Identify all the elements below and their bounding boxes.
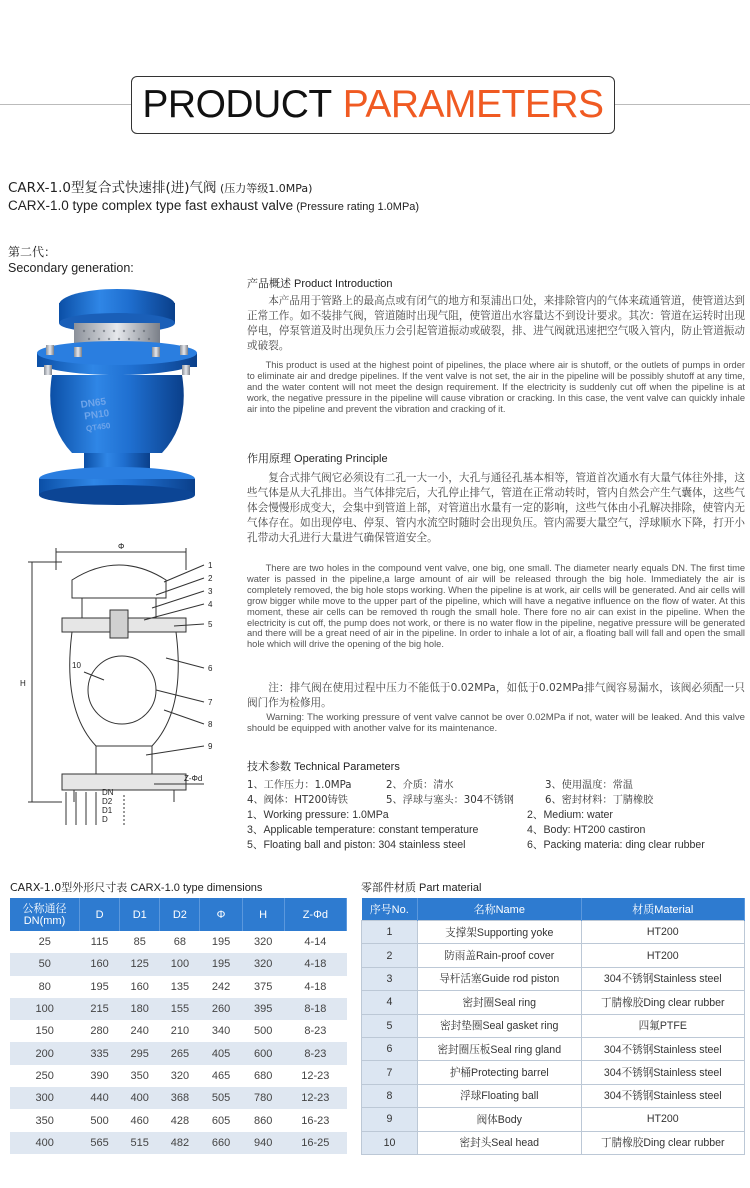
callout-5: 5 — [208, 620, 213, 629]
principle-heading-en: Operating Principle — [291, 453, 388, 465]
valve-product-image — [14, 283, 224, 523]
parts-cell: 6 — [362, 1037, 418, 1060]
parts-title-cn: 零部件材质 — [361, 881, 416, 894]
dimensions-header-cell: D — [79, 898, 119, 931]
tech-param-cn-1: 1、工作压力：1.0MPa — [247, 780, 352, 791]
dimensions-cell: 482 — [160, 1132, 200, 1154]
dimensions-cell: 405 — [200, 1042, 242, 1064]
parts-cell: HT200 — [581, 1108, 744, 1131]
title-word-parameters: PARAMETERS — [342, 83, 604, 126]
parts-row — [362, 967, 745, 990]
parts-cell: 9 — [362, 1108, 418, 1131]
parts-row — [362, 1084, 745, 1107]
dimensions-cell: 195 — [200, 953, 242, 975]
callout-10: 10 — [72, 661, 81, 670]
parts-cell: 3 — [362, 967, 418, 990]
dimensions-cell: 12-23 — [284, 1087, 346, 1109]
dimensions-header-cell: 公称通径 DN(mm) — [10, 898, 79, 931]
dimensions-cell: 85 — [120, 931, 160, 953]
dimensions-cell: 195 — [200, 931, 242, 953]
callout-7: 7 — [208, 698, 213, 707]
dimensions-cell: 860 — [242, 1109, 284, 1131]
dimensions-cell: 240 — [120, 1020, 160, 1042]
dimensions-cell: 4-18 — [284, 953, 346, 975]
dimensions-cell: 395 — [242, 998, 284, 1020]
dimensions-cell: 320 — [160, 1065, 200, 1087]
dimensions-table-body — [10, 931, 347, 1154]
dimensions-cell: 505 — [200, 1087, 242, 1109]
header-line-left — [0, 104, 131, 105]
parts-cell: 5 — [362, 1014, 418, 1037]
tech-param-cn-2: 2、介质：清水 — [386, 780, 454, 791]
dimensions-row — [10, 953, 347, 975]
principle-text-en: There are two holes in the compound vent valve, one big, one small. The diameter nearly equals DN. The first time water is passed in the pipeline,a large amount of air will be released through the big hole. Immediately the air is completely removed, the big hole stops working. When the pipeline is at work, air cells will be generated. And air cells will grow bigger while move to the upper part of the pipeline, which will have a negative influence on the flow of water. At this moment, these air cells can be removed th rough the small hole. There fore no air can exist in the pipeline. When the electricity is cut off, the pump does not work, or there is no water flow in the pipeline, negative pressure will be generated and there will be a great need of air in the pipeline. In order to inhale a lot of air, a floating ball will fall and open the small hole which will drive the opening of the big hole. — [247, 563, 745, 650]
tech-param-cn-3: 3、使用温度：常温 — [545, 780, 633, 791]
product-title-cn-note: (压力等级1.0MPa) — [216, 182, 313, 195]
tech-param-cn-6: 6、密封材料：丁腈橡胶 — [545, 795, 654, 806]
dimensions-row — [10, 1087, 347, 1109]
callout-3: 3 — [208, 587, 213, 596]
parts-cell: 防雨盖Rain-proof cover — [418, 944, 582, 967]
dimensions-row — [10, 998, 347, 1020]
callout-1: 1 — [208, 561, 213, 570]
dimensions-title-en: CARX-1.0 type dimensions — [127, 882, 263, 894]
valve-mark-material: QT450 — [85, 421, 111, 434]
callout-6: 6 — [208, 664, 213, 673]
parts-cell: 密封垫圈Seal gasket ring — [418, 1014, 582, 1037]
parts-cell: 阀体Body — [418, 1108, 582, 1131]
parts-cell: 护桶Protecting barrel — [418, 1061, 582, 1084]
dimensions-cell: 600 — [242, 1042, 284, 1064]
dimensions-cell: 25 — [10, 931, 79, 953]
tech-param-en-4: 4、Body: HT200 castiron — [527, 824, 646, 836]
dimensions-cell: 160 — [79, 953, 119, 975]
tech-heading-en: Technical Parameters — [291, 761, 400, 773]
dimensions-cell: 80 — [10, 976, 79, 998]
dimensions-cell: 500 — [242, 1020, 284, 1042]
dimensions-row — [10, 1020, 347, 1042]
parts-table-header — [362, 898, 745, 921]
parts-row — [362, 991, 745, 1014]
product-title-en-text: CARX-1.0 type complex type fast exhaust valve — [8, 198, 294, 213]
page-title — [142, 83, 603, 127]
dimensions-cell: 8-23 — [284, 1042, 346, 1064]
dimensions-cell: 515 — [120, 1132, 160, 1154]
parts-row — [362, 1108, 745, 1131]
valve-section-drawing — [14, 540, 234, 830]
parts-cell: 浮球Floating ball — [418, 1084, 582, 1107]
dimensions-cell: 250 — [10, 1065, 79, 1087]
dim-label-phi: Φ — [118, 542, 125, 551]
callout-9: 9 — [208, 742, 213, 751]
dimensions-cell: 605 — [200, 1109, 242, 1131]
intro-heading-en: Product Introduction — [291, 278, 393, 290]
intro-text-cn: 本产品用于管路上的最高点或有闭气的地方和泵浦出口处，来排除管内的气体来疏通管道，使管道达到正常工作。如不装排气阀，管道随时出现气阻，使管道出水容量达不到设计要求。其次：管道在运转时出现停电，停泵管道及时出现负压力会引起管道振动或破裂，排、进气阀就迅速把空气吸入管内，防止管道振动或破裂。 — [247, 295, 745, 352]
dimensions-cell: 115 — [79, 931, 119, 953]
dimensions-cell: 195 — [79, 976, 119, 998]
warning-text-en: Warning: The working pressure of vent valve cannot be over 0.02MPa if not, water will be leaked. And this valve should be equipped with another valve for its maintenance. — [247, 712, 745, 734]
dimensions-header-cell: D1 — [120, 898, 160, 931]
parts-cell: 1 — [362, 921, 418, 944]
parts-cell: 304不锈钢Stainless steel — [581, 1061, 744, 1084]
dimensions-cell: 68 — [160, 931, 200, 953]
principle-text-cn: 复合式排气阀它必须设有二孔一大一小，大孔与通径孔基本相等，管道首次通水有大量气体往外排，这些气体是从大孔排出。当气体排完后，大孔停止排气，管道在正常动转时，管内自然会产生气囊体，这些气体会慢慢形成变大，会集中到管道上部，对管道出水量有一定的影响，这些气体由小孔解决排除，使管内无气体存在。如出现停电、停泵、管内水流空时随时会出现负压。管内需要大量空气，浮球顺水下降，打开小孔带动大孔进行大量进气确保管道安全。 — [247, 472, 745, 544]
dimensions-row — [10, 1132, 347, 1154]
intro-heading — [247, 275, 393, 291]
tech-param-cn-5: 5、浮球与塞头：304不锈钢 — [386, 795, 514, 806]
dimensions-header-cell: Z-Φd — [284, 898, 346, 931]
dimensions-cell: 320 — [242, 931, 284, 953]
parts-cell: 304不锈钢Stainless steel — [581, 1037, 744, 1060]
dimensions-table — [10, 898, 347, 1154]
parts-cell: 7 — [362, 1061, 418, 1084]
dim-label-d: D — [102, 815, 108, 824]
dimensions-cell: 180 — [120, 998, 160, 1020]
parts-cell: 10 — [362, 1131, 418, 1154]
parts-header-cell: 序号No. — [362, 898, 418, 921]
dimensions-title-cn: CARX-1.0型外形尺寸表 — [10, 881, 128, 894]
dimensions-cell: 660 — [200, 1132, 242, 1154]
dimensions-title — [10, 879, 262, 895]
dimensions-cell: 200 — [10, 1042, 79, 1064]
dimensions-cell: 4-14 — [284, 931, 346, 953]
dimensions-cell: 428 — [160, 1109, 200, 1131]
tech-param-en-2: 2、Medium: water — [527, 809, 613, 821]
tech-param-cn-4: 4、阀体：HT200铸铁 — [247, 795, 348, 806]
callout-8: 8 — [208, 720, 213, 729]
dimensions-cell: 210 — [160, 1020, 200, 1042]
dimensions-row — [10, 931, 347, 953]
dimensions-cell: 150 — [10, 1020, 79, 1042]
tech-param-en-6: 6、Packing materia: ding clear rubber — [527, 839, 705, 851]
parts-row — [362, 1131, 745, 1154]
dimensions-cell: 350 — [10, 1109, 79, 1131]
product-title-en-note: (Pressure rating 1.0MPa) — [293, 201, 420, 213]
dim-label-d2: D2 — [102, 797, 113, 806]
generation-label-cn: 第二代： — [8, 245, 57, 259]
parts-row — [362, 1037, 745, 1060]
parts-title-en: Part material — [416, 882, 482, 894]
dimensions-cell: 260 — [200, 998, 242, 1020]
parts-cell: 密封圈Seal ring — [418, 991, 582, 1014]
dimensions-cell: 100 — [160, 953, 200, 975]
parts-cell: 304不锈钢Stainless steel — [581, 1084, 744, 1107]
parts-table — [361, 898, 745, 1155]
dim-label-h: H — [20, 679, 26, 688]
dimensions-cell: 8-18 — [284, 998, 346, 1020]
dimensions-cell: 125 — [120, 953, 160, 975]
parts-row — [362, 944, 745, 967]
dimensions-header-cell: Φ — [200, 898, 242, 931]
warning-text-cn: 注：排气阀在使用过程中压力不能低于0.02MPa，如低于0.02MPa排气阀容易漏水，该阀必须配一只阀门作为检修用。 — [247, 682, 745, 709]
dimensions-cell: 242 — [200, 976, 242, 998]
dimensions-cell: 50 — [10, 953, 79, 975]
dimensions-cell: 135 — [160, 976, 200, 998]
dimensions-cell: 4-18 — [284, 976, 346, 998]
parts-row — [362, 1061, 745, 1084]
callout-4: 4 — [208, 600, 213, 609]
dimensions-cell: 8-23 — [284, 1020, 346, 1042]
intro-heading-cn: 产品概述 — [247, 277, 291, 290]
dimensions-cell: 465 — [200, 1065, 242, 1087]
title-word-product: PRODUCT — [142, 83, 332, 126]
dimensions-cell: 265 — [160, 1042, 200, 1064]
intro-text-en: This product is used at the highest point of pipelines, the place where air is shutoff, or the outlets of pumps in order to eliminate air and dredge pipelines. If the vent valve is not set, the air in the pipeline will be possibly shutoff at any time, and the water content will not meet the design requirement. If the electricity is suddenly cut off when the pipeline is at work, the negative pressure in the pipeline will cause vibration or cracking. In this case, the vent valve can quickly inhale air into the pipeline and prevent the vibration and cracking of it. — [247, 360, 745, 414]
dimensions-row — [10, 976, 347, 998]
dimensions-cell: 155 — [160, 998, 200, 1020]
dimensions-header-cell: H — [242, 898, 284, 931]
dimensions-cell: 320 — [242, 953, 284, 975]
product-title-en — [8, 198, 419, 213]
dimensions-cell: 400 — [10, 1132, 79, 1154]
parts-cell: 导杆活塞Guide rod piston — [418, 967, 582, 990]
dim-label-d1: D1 — [102, 806, 113, 815]
dimensions-cell: 940 — [242, 1132, 284, 1154]
tech-param-en-5: 5、Floating ball and piston: 304 stainless steel — [247, 839, 466, 851]
principle-heading-cn: 作用原理 — [247, 452, 291, 465]
parts-row — [362, 921, 745, 944]
dimensions-table-header — [10, 898, 347, 931]
parts-cell: 2 — [362, 944, 418, 967]
valve-mark-pn: PN10 — [83, 408, 110, 423]
dimensions-row — [10, 1109, 347, 1131]
parts-header-cell: 材质Material — [581, 898, 744, 921]
principle-heading — [247, 450, 388, 466]
parts-title — [361, 879, 481, 895]
parts-table-body — [362, 921, 745, 1155]
tech-heading-cn: 技术参数 — [247, 760, 291, 773]
parts-cell: HT200 — [581, 944, 744, 967]
parts-cell: 丁腈橡胶Ding clear rubber — [581, 991, 744, 1014]
dimensions-row — [10, 1042, 347, 1064]
dimensions-cell: 16-23 — [284, 1109, 346, 1131]
dim-label-flange-holes: Z-Φd — [184, 774, 203, 783]
parts-cell: 密封头Seal head — [418, 1131, 582, 1154]
dim-label-dn: DN — [102, 788, 114, 797]
parts-cell: 4 — [362, 991, 418, 1014]
dimensions-cell: 160 — [120, 976, 160, 998]
generation-label-en: Secondary generation: — [8, 261, 134, 275]
dimensions-cell: 375 — [242, 976, 284, 998]
tech-param-en-1: 1、Working pressure: 1.0MPa — [247, 809, 389, 821]
dimensions-row — [10, 1065, 347, 1087]
parts-cell: 8 — [362, 1084, 418, 1107]
dimensions-cell: 280 — [79, 1020, 119, 1042]
dimensions-cell: 215 — [79, 998, 119, 1020]
product-title-cn-text: CARX-1.0型复合式快速排(进)气阀 — [8, 180, 217, 196]
dimensions-cell: 780 — [242, 1087, 284, 1109]
parts-row — [362, 1014, 745, 1037]
dimensions-cell: 340 — [200, 1020, 242, 1042]
dimensions-cell: 300 — [10, 1087, 79, 1109]
parts-cell: 丁腈橡胶Ding clear rubber — [581, 1131, 744, 1154]
parts-cell: 四氟PTFE — [581, 1014, 744, 1037]
dimensions-cell: 12-23 — [284, 1065, 346, 1087]
callout-2: 2 — [208, 574, 213, 583]
tech-param-en-3: 3、Applicable temperature: constant temperature — [247, 824, 479, 836]
dimensions-header-cell: D2 — [160, 898, 200, 931]
tech-heading — [247, 758, 400, 774]
dimensions-cell: 500 — [79, 1109, 119, 1131]
dimensions-cell: 335 — [79, 1042, 119, 1064]
parts-cell: HT200 — [581, 921, 744, 944]
parts-header-cell: 名称Name — [418, 898, 582, 921]
dimensions-cell: 440 — [79, 1087, 119, 1109]
dimensions-cell: 295 — [120, 1042, 160, 1064]
dimensions-cell: 16-25 — [284, 1132, 346, 1154]
dimensions-cell: 460 — [120, 1109, 160, 1131]
dimensions-cell: 100 — [10, 998, 79, 1020]
parts-cell: 304不锈钢Stainless steel — [581, 967, 744, 990]
header-line-right — [614, 104, 750, 105]
valve-mark-dn: DN65 — [79, 396, 107, 411]
header-banner — [131, 76, 615, 134]
product-title-cn — [8, 176, 312, 196]
dimensions-cell: 350 — [120, 1065, 160, 1087]
dimensions-cell: 565 — [79, 1132, 119, 1154]
parts-cell: 支撑架Supporting yoke — [418, 921, 582, 944]
dimensions-cell: 400 — [120, 1087, 160, 1109]
parts-cell: 密封圈压板Seal ring gland — [418, 1037, 582, 1060]
dimensions-cell: 680 — [242, 1065, 284, 1087]
dimensions-cell: 390 — [79, 1065, 119, 1087]
dimensions-cell: 368 — [160, 1087, 200, 1109]
